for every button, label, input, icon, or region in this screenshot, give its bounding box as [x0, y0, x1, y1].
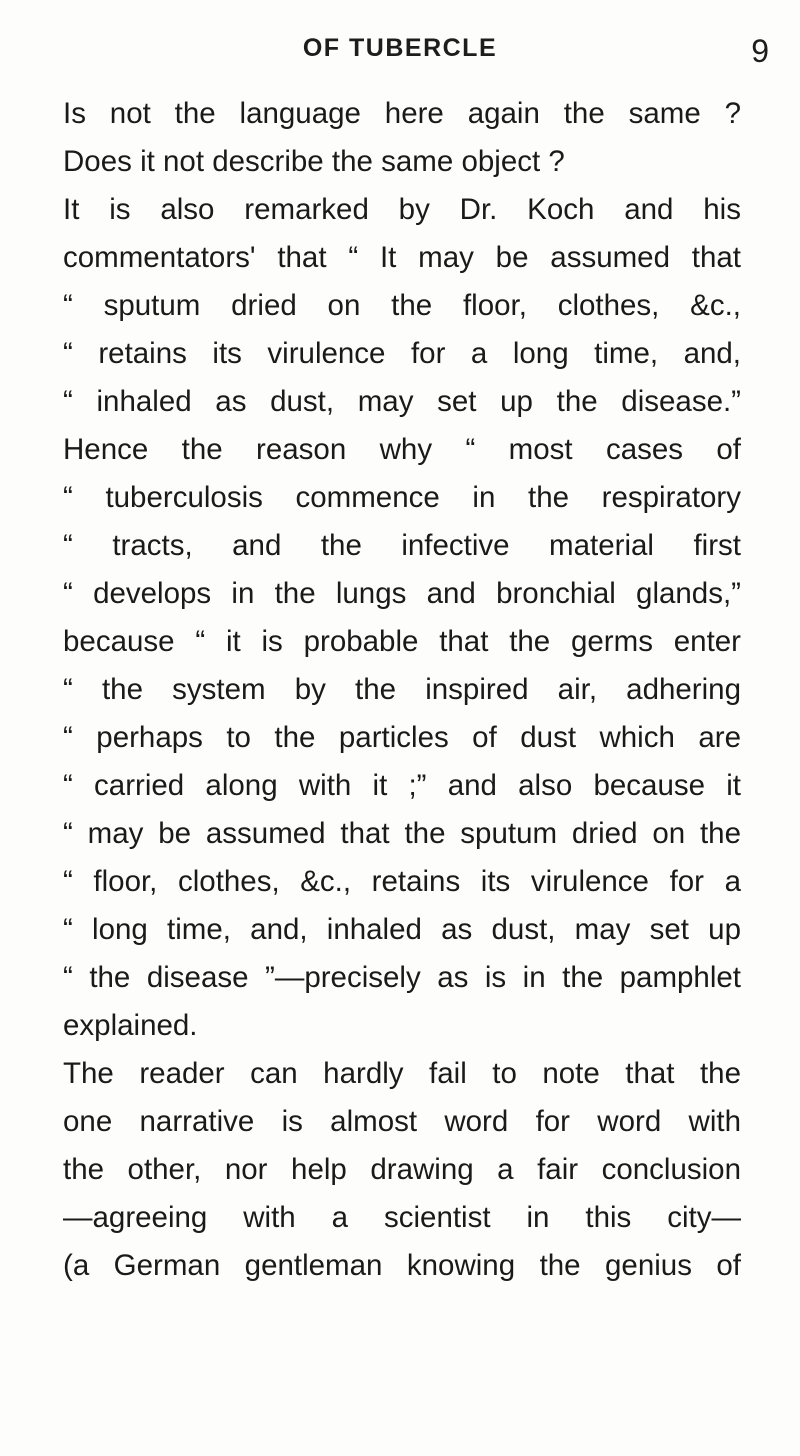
text-line: Is not the language here again the same ? — [63, 97, 741, 130]
text-line: “ tuberculosis commence in the respiratory — [63, 481, 741, 514]
running-title: OF TUBERCLE — [302, 34, 498, 62]
text-line: “ develops in the lungs and bronchial glands,” — [63, 577, 741, 610]
page-number: 9 — [751, 33, 769, 69]
text-line: Does it not describe the same object ? — [63, 145, 565, 178]
text-line: Hence the reason why “ most cases of — [63, 433, 741, 466]
text-line: “ carried along with it ;” and also because it — [63, 769, 741, 802]
running-header — [0, 34, 800, 74]
text-line: one narrative is almost word for word with — [63, 1105, 741, 1138]
text-line: because “ it is probable that the germs enter — [63, 625, 741, 658]
text-line: “ may be assumed that the sputum dried on the — [63, 817, 741, 850]
text-line: “ floor, clothes, &c., retains its virulence for a — [63, 865, 741, 898]
text-line: “ perhaps to the particles of dust which are — [63, 721, 741, 754]
text-line: the other, nor help drawing a fair conclusion — [63, 1153, 741, 1186]
text-line: It is also remarked by Dr. Koch and his — [63, 193, 741, 226]
text-line: commentators' that “ It may be assumed that — [63, 241, 741, 274]
text-line: “ retains its virulence for a long time, and, — [63, 337, 741, 370]
text-line: “ tracts, and the infective material first — [63, 529, 741, 562]
text-line: The reader can hardly fail to note that the — [63, 1057, 741, 1090]
text-line: “ the disease ”—precisely as is in the pamphlet — [63, 961, 741, 994]
text-line: (a German gentleman knowing the genius of — [63, 1249, 741, 1282]
text-line: —agreeing with a scientist in this city— — [63, 1201, 741, 1234]
text-line: “ the system by the inspired air, adhering — [63, 673, 741, 706]
text-line: explained. — [63, 1009, 198, 1042]
body-text — [63, 90, 741, 1290]
text-line: “ inhaled as dust, may set up the disease.” — [63, 385, 741, 418]
text-line: “ sputum dried on the floor, clothes, &c., — [63, 289, 741, 322]
text-line: “ long time, and, inhaled as dust, may set up — [63, 913, 741, 946]
